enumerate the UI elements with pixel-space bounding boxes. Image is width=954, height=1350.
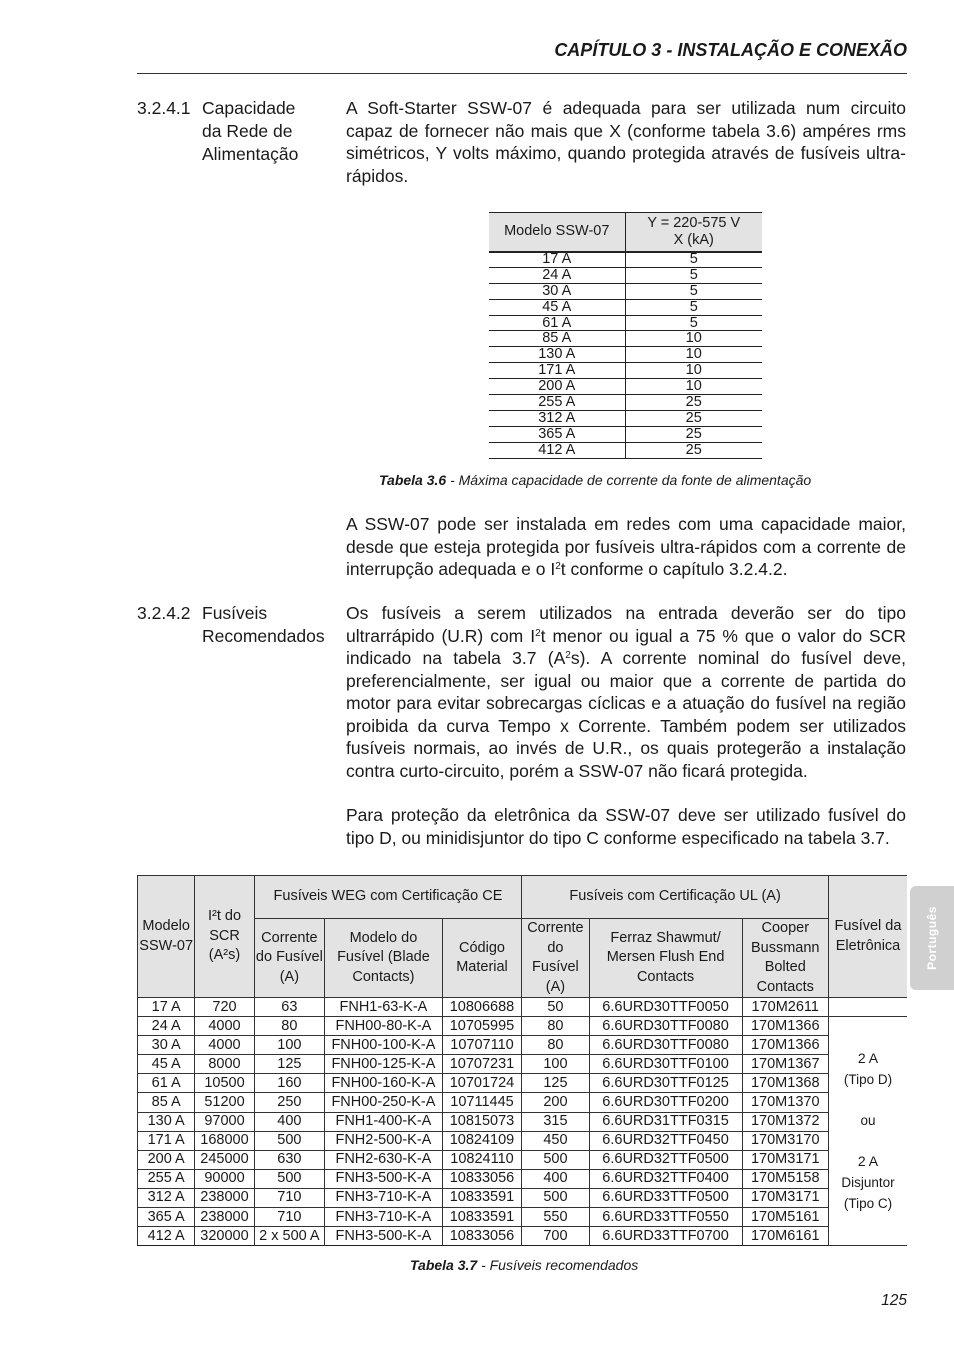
t37-cell-weg-model: FNH00-160-K-A — [325, 1074, 443, 1093]
t37-cell-ul-current: 50 — [522, 998, 589, 1017]
t37-cell-ferraz: 6.6URD30TTF0080 — [589, 1036, 742, 1055]
t37-cell-ul-current: 450 — [522, 1131, 589, 1150]
t37-cell-ul-current: 80 — [522, 1017, 589, 1036]
t37-cell-cooper: 170M3171 — [742, 1188, 829, 1207]
t37-cell-weg-code: 10806688 — [442, 998, 521, 1017]
t37-cell-cooper: 170M3171 — [742, 1150, 829, 1169]
table-row — [138, 1227, 908, 1246]
chapter-header: CAPÍTULO 3 - INSTALAÇÃO E CONEXÃO — [554, 40, 907, 60]
t37-cell-weg-code: 10833591 — [442, 1208, 521, 1227]
t37-electronics-text: (Tipo D) — [843, 1072, 893, 1088]
language-tab-label: Português — [925, 906, 939, 970]
t37-cell-i2t: 97000 — [195, 1112, 254, 1131]
table-row — [489, 363, 762, 379]
t37-cell-weg-code: 10707110 — [442, 1036, 521, 1055]
t36-cell-model: 130 A — [489, 347, 625, 363]
t37-header-ul-current: Corrente do Fusível (A) — [522, 919, 589, 998]
t37-cell-ferraz: 6.6URD30TTF0050 — [589, 998, 742, 1017]
t37-cell-ul-current: 400 — [522, 1169, 589, 1188]
t36-header-ka: X (kA) — [673, 231, 714, 248]
table-row — [138, 998, 908, 1017]
t36-header-model: Modelo SSW-07 — [489, 213, 625, 252]
t37-cell-ul-current: 700 — [522, 1227, 589, 1246]
t36-caption-text: - Máxima capacidade de corrente da fonte de alimentação — [446, 472, 812, 488]
t37-header-cooper: Cooper Bussmann Bolted Contacts — [742, 919, 829, 998]
t37-header-model: Modelo SSW-07 — [138, 876, 195, 998]
t37-cell-weg-code: 10824110 — [442, 1150, 521, 1169]
electronics-paragraph: Para proteção da eletrônica da SSW-07 deve ser utilizado fusível do tipo D, ou minidisjuntor do tipo C conforme especificado na tabela 3.7. — [346, 805, 906, 848]
sec2-text-a: Os fusíveis a serem utilizados na entrada deverão ser do tipo ultrarrápido (U.R) com I — [346, 603, 906, 646]
t37-cell-ul-current: 500 — [522, 1150, 589, 1169]
t37-cell-weg-code: 10701724 — [442, 1074, 521, 1093]
section-3242-paragraph — [346, 602, 906, 782]
t36-cell-model: 255 A — [489, 395, 625, 411]
t37-electronics-spacer — [830, 1131, 906, 1151]
t37-cell-cooper: 170M5158 — [742, 1169, 829, 1188]
t37-cell-ferraz: 6.6URD32TTF0450 — [589, 1131, 742, 1150]
table-row — [138, 1055, 908, 1074]
t37-header-weg-current: Corrente do Fusível (A) — [254, 919, 324, 998]
t36-cell-ka: 25 — [625, 395, 762, 411]
sec2-sup1: 2 — [535, 627, 541, 639]
t37-cell-weg-code: 10833056 — [442, 1169, 521, 1188]
sec2-text-b: t menor ou igual a 75 % que o valor do SCR indicado na tabela 3.7 (A — [346, 625, 906, 668]
t37-electronics-text: (Tipo C) — [843, 1196, 893, 1212]
table-3-6 — [489, 212, 762, 459]
t37-cell-i2t: 168000 — [195, 1131, 254, 1150]
t37-cell-weg-code: 10711445 — [442, 1093, 521, 1112]
t37-cell-model: 45 A — [138, 1055, 195, 1074]
table-row — [138, 1208, 908, 1227]
t37-cell-weg-current: 500 — [254, 1169, 324, 1188]
sec2-text-c: s). A corrente nominal do fusível deve, preferencialmente, ser igual ou maior que a corrente de partida do motor para evitar sobrecargas cíclicas e a atuação do fusível na região proibida da curva Tempo x Corrente. Também podem ser utilizados fusíveis normais, ao invés de U.R., os quais protegerão a instalação contra curto-circuito, porém a SSW-07 não ficará protegida. — [346, 648, 906, 781]
capacity-paragraph — [346, 513, 906, 581]
t36-cell-model: 200 A — [489, 379, 625, 395]
table-row — [138, 1150, 908, 1169]
t37-cell-ferraz: 6.6URD31TTF0315 — [589, 1112, 742, 1131]
t37-header-weg-model: Modelo do Fusível (Blade Contacts) — [325, 919, 443, 998]
t36-header-capacity — [625, 213, 762, 252]
t37-cell-ferraz: 6.6URD30TTF0200 — [589, 1093, 742, 1112]
t37-cell-cooper: 170M1367 — [742, 1055, 829, 1074]
t37-cell-weg-code: 10833056 — [442, 1227, 521, 1246]
t37-cell-model: 30 A — [138, 1036, 195, 1055]
section-number-3242: 3.2.4.2 — [137, 603, 191, 623]
t37-cell-cooper: 170M2611 — [742, 998, 829, 1017]
table-row — [489, 299, 762, 315]
section-number-3241: 3.2.4.1 — [137, 98, 191, 118]
t37-cell-ferraz: 6.6URD33TTF0500 — [589, 1188, 742, 1207]
t37-electronics-fuse-cell — [829, 1017, 908, 1246]
table-row — [489, 267, 762, 283]
t37-cell-ferraz: 6.6URD30TTF0080 — [589, 1017, 742, 1036]
t37-cell-weg-current: 2 x 500 A — [254, 1227, 324, 1246]
section-title-3241: Capacidade da Rede de Alimentação — [202, 98, 299, 164]
t37-cell-i2t: 245000 — [195, 1150, 254, 1169]
table-3-6-caption — [379, 472, 811, 488]
t36-cell-model: 17 A — [489, 252, 625, 268]
t37-cell-weg-model: FNH3-500-K-A — [325, 1227, 443, 1246]
t37-cell-ul-current: 100 — [522, 1055, 589, 1074]
t37-electronics-text: 2 A — [857, 1050, 879, 1067]
t36-cell-model: 412 A — [489, 442, 625, 458]
t37-cell-cooper: 170M3170 — [742, 1131, 829, 1150]
table-3-7 — [137, 875, 907, 1246]
table-row — [489, 410, 762, 426]
t37-cell-model: 255 A — [138, 1169, 195, 1188]
t36-cell-ka: 25 — [625, 442, 762, 458]
t37-cell-i2t: 4000 — [195, 1036, 254, 1055]
page-number: 125 — [881, 1292, 907, 1309]
t37-cell-ferraz: 6.6URD33TTF0700 — [589, 1227, 742, 1246]
t37-cell-ferraz: 6.6URD33TTF0550 — [589, 1208, 742, 1227]
t37-cell-weg-code: 10705995 — [442, 1017, 521, 1036]
t37-cell-weg-model: FNH1-63-K-A — [325, 998, 443, 1017]
t37-cell-ferraz: 6.6URD30TTF0100 — [589, 1055, 742, 1074]
t36-cell-ka: 5 — [625, 267, 762, 283]
t37-cell-weg-current: 80 — [254, 1017, 324, 1036]
t36-cell-model: 30 A — [489, 283, 625, 299]
table-row — [138, 1112, 908, 1131]
table-row — [489, 347, 762, 363]
t37-cell-model: 85 A — [138, 1093, 195, 1112]
t37-electronics-text: 2 A — [857, 1153, 879, 1170]
para2-sup: 2 — [555, 561, 561, 572]
t37-cell-weg-model: FNH3-710-K-A — [325, 1208, 443, 1227]
table-row — [489, 426, 762, 442]
t36-cell-model: 312 A — [489, 410, 625, 426]
table-3-7-caption — [410, 1257, 638, 1273]
t36-cell-ka: 5 — [625, 283, 762, 299]
t37-cell-cooper: 170M6161 — [742, 1227, 829, 1246]
t37-cell-model: 61 A — [138, 1074, 195, 1093]
para2-text-a: A SSW-07 pode ser instalada em redes com uma capacidade maior, desde que esteja protegida por fusíveis ultra-rápidos com a corrente de interrupção adequada e o I — [346, 514, 906, 579]
table-row — [489, 442, 762, 458]
table-row — [489, 283, 762, 299]
t37-header-electronics: Fusível da Eletrônica — [829, 876, 908, 998]
t37-electronics-text: Disjuntor — [841, 1175, 895, 1191]
t37-cell-weg-current: 400 — [254, 1112, 324, 1131]
t36-cell-model: 171 A — [489, 363, 625, 379]
t37-cell-cooper: 170M1366 — [742, 1017, 829, 1036]
t37-cell-weg-current: 630 — [254, 1150, 324, 1169]
sec2-sup2: 2 — [565, 650, 571, 661]
t37-cell-weg-model: FNH00-100-K-A — [325, 1036, 443, 1055]
t37-caption-text: - Fusíveis recomendados — [477, 1257, 639, 1273]
t36-cell-ka: 5 — [625, 252, 762, 268]
t37-cell-weg-current: 63 — [254, 998, 324, 1017]
t37-cell-weg-current: 250 — [254, 1093, 324, 1112]
t37-cell-cooper: 170M1370 — [742, 1093, 829, 1112]
t37-cell-weg-model: FNH3-500-K-A — [325, 1169, 443, 1188]
t37-cell-ul-current: 125 — [522, 1074, 589, 1093]
t37-cell-weg-current: 710 — [254, 1188, 324, 1207]
header-rule — [137, 73, 907, 74]
t37-cell-weg-current: 125 — [254, 1055, 324, 1074]
t36-cell-model: 365 A — [489, 426, 625, 442]
t37-cell-weg-model: FNH00-125-K-A — [325, 1055, 443, 1074]
t37-cell-model: 365 A — [138, 1208, 195, 1227]
t37-cell-ul-current: 315 — [522, 1112, 589, 1131]
section-title-3242: Fusíveis Recomendados — [202, 603, 325, 646]
t37-cell-weg-current: 160 — [254, 1074, 324, 1093]
t37-cell-model: 312 A — [138, 1188, 195, 1207]
t36-cell-model: 45 A — [489, 299, 625, 315]
t37-cell-ferraz: 6.6URD30TTF0125 — [589, 1074, 742, 1093]
t37-cell-ul-current: 200 — [522, 1093, 589, 1112]
t36-cell-ka: 5 — [625, 315, 762, 331]
table-row — [138, 1169, 908, 1188]
table-row — [489, 395, 762, 411]
t37-cell-weg-current: 710 — [254, 1208, 324, 1227]
t37-cell-i2t: 720 — [195, 998, 254, 1017]
t37-cell-i2t: 4000 — [195, 1017, 254, 1036]
table-row — [138, 1036, 908, 1055]
t37-header-i2t: I²t do SCR (A²s) — [195, 876, 254, 998]
table-row — [138, 1131, 908, 1150]
t36-cell-model: 61 A — [489, 315, 625, 331]
t37-cell-i2t: 238000 — [195, 1188, 254, 1207]
t37-cell-weg-model: FNH00-80-K-A — [325, 1017, 443, 1036]
para2-text-b: t conforme o capítulo 3.2.4.2. — [560, 559, 788, 579]
t36-cell-ka: 5 — [625, 299, 762, 315]
t36-cell-ka: 10 — [625, 347, 762, 363]
t37-cell-model: 24 A — [138, 1017, 195, 1036]
t37-cell-cooper: 170M1366 — [742, 1036, 829, 1055]
t37-electronics-top-cell — [829, 998, 908, 1017]
t37-cell-ferraz: 6.6URD32TTF0500 — [589, 1150, 742, 1169]
table-row — [489, 252, 762, 268]
t37-cell-ul-current: 550 — [522, 1208, 589, 1227]
t37-cell-model: 412 A — [138, 1227, 195, 1246]
table-row — [138, 1017, 908, 1036]
section-3241-paragraph: A Soft-Starter SSW-07 é adequada para ser utilizada num circuito capaz de fornecer não mais que X (conforme tabela 3.6) ampéres rms simétricos, Y volts máximo, quando protegida através de fusíveis ultra-rápidos. — [346, 98, 906, 186]
language-side-tab — [910, 886, 954, 990]
t36-cell-model: 85 A — [489, 331, 625, 347]
t37-cell-i2t: 10500 — [195, 1074, 254, 1093]
t37-cell-ul-current: 80 — [522, 1036, 589, 1055]
t37-cell-model: 171 A — [138, 1131, 195, 1150]
t37-header-ferraz: Ferraz Shawmut/ Mersen Flush End Contacts — [589, 919, 742, 998]
t36-cell-ka: 10 — [625, 379, 762, 395]
table-row — [489, 379, 762, 395]
t37-header-weg: Fusíveis WEG com Certificação CE — [254, 876, 522, 919]
t37-header-weg-code: Código Material — [442, 919, 521, 998]
t37-cell-weg-model: FNH2-630-K-A — [325, 1150, 443, 1169]
t36-cell-ka: 25 — [625, 426, 762, 442]
t36-body — [489, 252, 762, 459]
t37-cell-weg-code: 10833591 — [442, 1188, 521, 1207]
t37-body — [138, 998, 908, 1246]
t37-cell-i2t: 90000 — [195, 1169, 254, 1188]
table-row — [138, 1074, 908, 1093]
t37-cell-i2t: 51200 — [195, 1093, 254, 1112]
t37-cell-weg-model: FNH1-400-K-A — [325, 1112, 443, 1131]
table-row — [489, 331, 762, 347]
t37-cell-weg-current: 500 — [254, 1131, 324, 1150]
t37-cell-weg-code: 10707231 — [442, 1055, 521, 1074]
table-row — [138, 1093, 908, 1112]
t37-cell-cooper: 170M1372 — [742, 1112, 829, 1131]
t37-cell-i2t: 320000 — [195, 1227, 254, 1246]
t37-cell-model: 17 A — [138, 998, 195, 1017]
t37-cell-weg-current: 100 — [254, 1036, 324, 1055]
t37-cell-model: 200 A — [138, 1150, 195, 1169]
t37-cell-weg-model: FNH3-710-K-A — [325, 1188, 443, 1207]
t36-cell-model: 24 A — [489, 267, 625, 283]
t37-electronics-spacer — [830, 1090, 906, 1110]
t37-cell-cooper: 170M5161 — [742, 1208, 829, 1227]
t36-header-voltage: Y = 220-575 V — [647, 214, 741, 231]
t36-cell-ka: 10 — [625, 363, 762, 379]
t37-cell-weg-code: 10824109 — [442, 1131, 521, 1150]
t37-caption-label: Tabela 3.7 — [410, 1257, 478, 1273]
t37-header-ul: Fusíveis com Certificação UL (A) — [522, 876, 829, 919]
t36-caption-label: Tabela 3.6 — [379, 472, 447, 488]
table-row — [489, 315, 762, 331]
t37-cell-i2t: 8000 — [195, 1055, 254, 1074]
t37-electronics-text: ou — [860, 1113, 876, 1129]
t37-cell-weg-model: FNH00-250-K-A — [325, 1093, 443, 1112]
t36-cell-ka: 25 — [625, 410, 762, 426]
t37-cell-ferraz: 6.6URD32TTF0400 — [589, 1169, 742, 1188]
t36-cell-ka: 10 — [625, 331, 762, 347]
t37-cell-cooper: 170M1368 — [742, 1074, 829, 1093]
t37-cell-i2t: 238000 — [195, 1208, 254, 1227]
t37-cell-weg-model: FNH2-500-K-A — [325, 1131, 443, 1150]
t37-cell-model: 130 A — [138, 1112, 195, 1131]
t37-cell-weg-code: 10815073 — [442, 1112, 521, 1131]
table-row — [138, 1188, 908, 1207]
t37-cell-ul-current: 500 — [522, 1188, 589, 1207]
